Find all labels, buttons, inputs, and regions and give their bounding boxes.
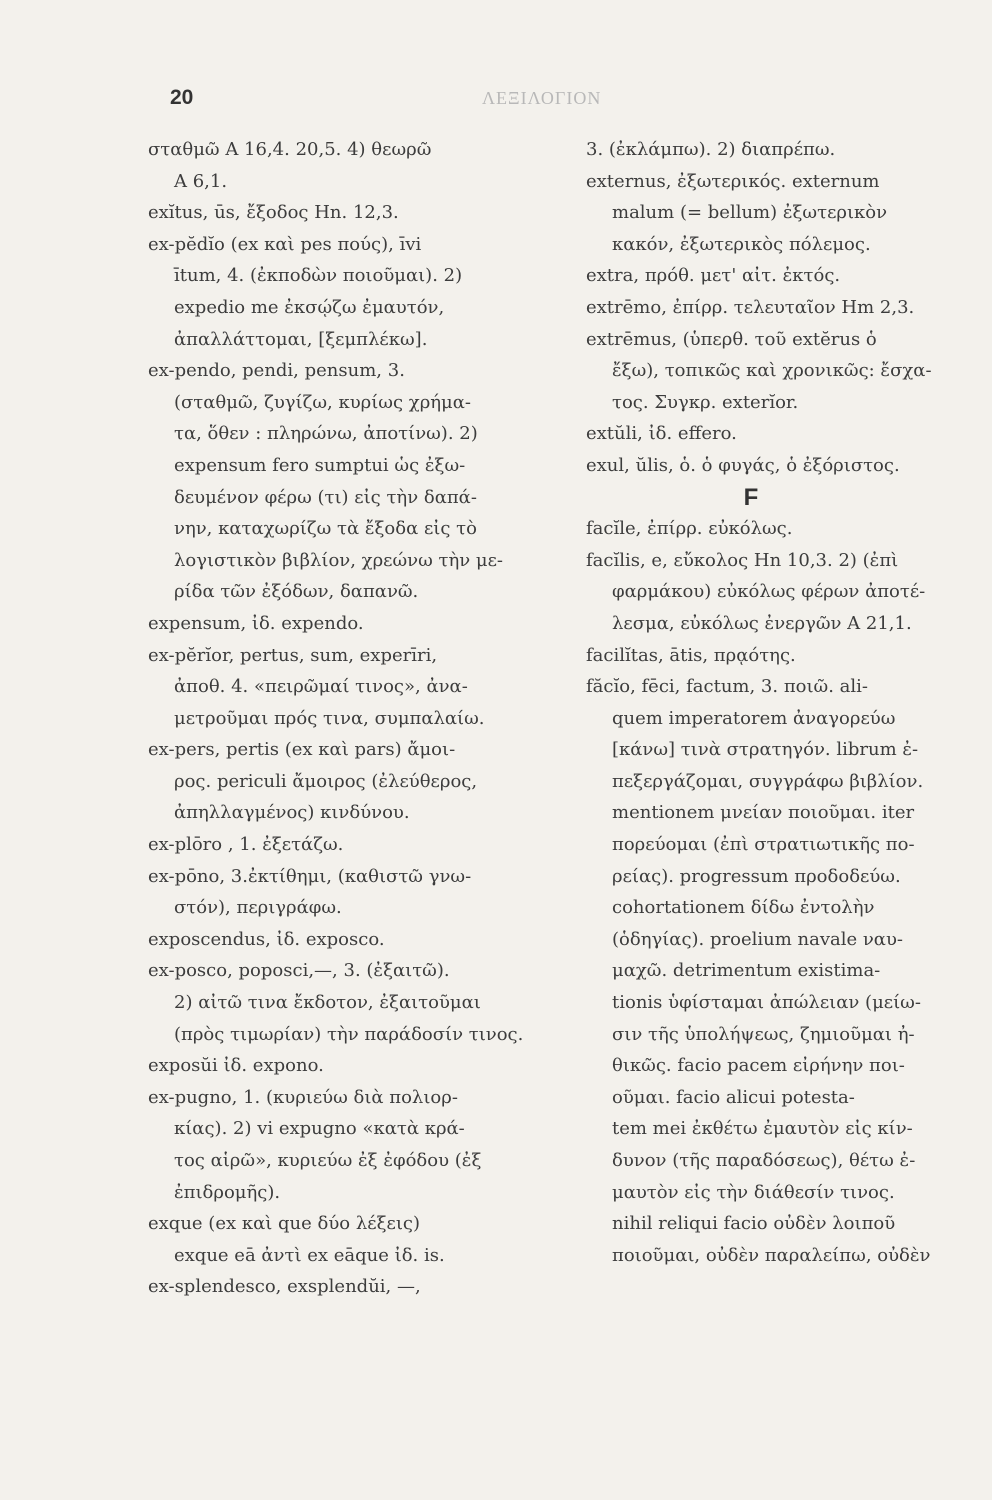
entry-headword-line: σταθμῶ Α 16,4. 20,5. 4) θεωρῶ <box>148 139 432 160</box>
entry-headword-line: externus, ἐξωτερικός. externum <box>586 170 880 192</box>
entry-headword-line: exĭtus, ūs, ἔξοδος Hn. 12,3. <box>148 202 399 224</box>
entry-continuation-line: mentionem μνείαν ποιοῦμαι. iter <box>612 802 915 824</box>
running-head: ΛΕΞΙΛΟΓΙΟΝ <box>482 88 602 108</box>
entry-continuation-line: μαυτὸν εἰς τὴν διάθεσίν τινος. <box>612 1181 895 1203</box>
entry-continuation-line: ītum, 4. (ἐκποδὼν ποιοῦμαι). 2) <box>174 265 463 287</box>
entry-headword-line: exque (ex καὶ que δύο λέξεις) <box>148 1213 420 1235</box>
entry-continuation-line: expedio me ἐκσῴζω ἐμαυτόν, <box>174 296 445 318</box>
entry-continuation-line: malum (= bellum) ἐξωτερικὸν <box>612 202 888 224</box>
entry-continuation-line: [κάνω] τινὰ στρατηγόν. librum ἐ- <box>612 739 919 761</box>
entry-headword-line: ex-pugno, 1. (κυριεύω διὰ πολιορ- <box>148 1086 458 1108</box>
entry-headword-line: ex-posco, poposci,—, 3. (ἐξαιτῶ). <box>148 960 450 982</box>
entry-continuation-line: ρίδα τῶν ἐξόδων, δαπανῶ. <box>174 581 419 603</box>
entry-headword-line: exul, ŭlis, ὁ. ὁ φυγάς, ὁ ἐξόριστος. <box>586 454 900 476</box>
entry-continuation-line: σιν τῆς ὑπολήψεως, ζημιοῦμαι ἠ- <box>612 1023 915 1045</box>
entry-continuation-line: expensum fero sumptui ὡς ἐξω- <box>174 454 466 476</box>
entry-continuation-line: cohortationem δίδω ἐντολὴν <box>612 897 875 919</box>
right-column-entries-f <box>586 513 956 1271</box>
entry-continuation-line: exque eā ἀντὶ ex eāque ἰδ. is. <box>174 1244 445 1266</box>
entry-headword-line: exposcendus, ἰδ. exposco. <box>148 928 385 950</box>
entry-continuation-line: ἀπαλλάττομαι, [ξεμπλέκω]. <box>174 328 428 350</box>
entry-continuation-line: τος αἱρῶ», κυριεύω ἐξ ἐφόδου (ἐξ <box>174 1150 482 1171</box>
entry-headword-line: ex-pĕrĭor, pertus, sum, experīri, <box>148 644 438 666</box>
entry-continuation-line: ἀπηλλαγμένος) κινδύνου. <box>174 802 410 824</box>
entry-headword-line: extrēmo, ἐπίρρ. τελευταῖον Hm 2,3. <box>586 296 915 318</box>
entry-continuation-line: nihil reliqui facio οὐδὲν λοιποῦ <box>612 1213 896 1235</box>
entry-continuation-line: (ὁδηγίας). proelium navale ναυ- <box>612 928 903 950</box>
entry-headword-line: făcĭo, fēci, factum, 3. ποιῶ. ali- <box>586 676 868 698</box>
entry-continuation-line: πεξεργάζομαι, συγγράφω βιβλίον. <box>612 770 924 792</box>
entry-headword-line: exposŭi ἰδ. expono. <box>148 1055 324 1077</box>
entry-continuation-line: θικῶς. facio pacem εἰρήνην ποι- <box>612 1055 905 1077</box>
entry-headword-line: 3. (ἐκλάμπω). 2) διαπρέπω. <box>586 139 836 160</box>
entry-continuation-line: κίας). 2) vi expugno «κατὰ κρά- <box>174 1118 465 1140</box>
section-letter-f: F <box>743 483 759 511</box>
entry-headword-line: ex-pĕdĭo (ex καὶ pes πούς), īvi <box>148 233 422 255</box>
entry-continuation-line: ρείας). progressum προδοδεύω. <box>612 865 901 887</box>
entry-continuation-line: (πρὸς τιμωρίαν) τὴν παράδοσίν τινος. <box>174 1023 524 1045</box>
entry-headword-line: ex-plōro , 1. ἐξετάζω. <box>148 834 344 856</box>
entry-continuation-line: τα, ὅθεν : πληρώνω, ἀποτίνω). 2) <box>174 423 478 445</box>
entry-continuation-line: quem imperatorem ἀναγορεύω <box>612 707 896 729</box>
entry-continuation-line: ρος. periculi ἄμοιρος (ἐλεύθερος, <box>174 770 478 792</box>
entry-continuation-line: λεσμα, εὐκόλως ἐνεργῶν Α 21,1. <box>612 612 912 634</box>
entry-continuation-line: δυνον (τῆς παραδόσεως), θέτω ἐ- <box>612 1150 916 1171</box>
entry-continuation-line: στόν), περιγράφω. <box>174 897 342 919</box>
entry-continuation-line: πορεύομαι (ἐπὶ στρατιωτικῆς πο- <box>612 834 915 856</box>
entry-continuation-line: 2) αἰτῶ τινα ἔκδοτον, ἐξαιτοῦμαι <box>174 992 481 1014</box>
page-header <box>170 86 930 116</box>
entry-continuation-line: κακόν, ἐξωτερικὸς πόλεμος. <box>612 233 871 255</box>
entry-headword-line: expensum, ἰδ. expendo. <box>148 612 364 634</box>
entry-headword-line: facilĭtas, ātis, πρᾳότης. <box>586 644 796 666</box>
entry-headword-line: extŭli, ἰδ. effero. <box>586 423 737 445</box>
entry-continuation-line: ἔξω), τοπικῶς καὶ χρονικῶς: ἔσχα- <box>612 360 932 382</box>
entry-continuation-line: ἀποθ. 4. «πειρῶμαί τινος», ἀνα- <box>174 676 468 698</box>
entry-headword-line: ex-splendesco, exsplendŭi, —, <box>148 1276 421 1298</box>
entry-headword-line: facĭlis, e, εὔκολος Hn 10,3. 2) (ἐπὶ <box>586 549 899 571</box>
left-column <box>148 134 548 1303</box>
entry-headword-line: extra, πρόθ. μετ' αἰτ. ἐκτός. <box>586 265 841 287</box>
entry-continuation-line: (σταθμῶ, ζυγίζω, κυρίως χρήμα- <box>174 391 471 413</box>
entry-continuation-line: δευμένον φέρω (τι) εἰς τὴν δαπά- <box>174 486 477 508</box>
entry-continuation-line: tionis ὑφίσταμαι ἀπώλειαν (μείω- <box>612 992 921 1014</box>
entry-continuation-line: τος. Συγκρ. exterĭor. <box>612 391 799 413</box>
page-number: 20 <box>170 86 194 109</box>
right-column-entries-e <box>586 134 956 482</box>
entry-continuation-line: μετροῦμαι πρός τινα, συμπαλαίω. <box>174 707 485 729</box>
entry-continuation-line: οῦμαι. facio alicui potesta- <box>612 1086 855 1108</box>
entry-continuation-line: tem mei ἐκθέτω ἐμαυτὸν εἰς κίν- <box>612 1118 913 1140</box>
entry-continuation-line: νην, καταχωρίζω τὰ ἔξοδα εἰς τὸ <box>174 518 477 540</box>
entry-headword-line: ex-pendo, pendi, pensum, 3. <box>148 360 405 382</box>
entry-continuation-line: Α 6,1. <box>174 170 228 192</box>
entry-continuation-line: φαρμάκου) εὐκόλως φέρων ἀποτέ- <box>612 581 926 603</box>
entry-continuation-line: ἐπιδρομῆς). <box>174 1181 281 1203</box>
right-column <box>586 134 956 1271</box>
entry-headword-line: facĭle, ἐπίρρ. εὐκόλως. <box>586 518 793 540</box>
entry-headword-line: extrēmus, (ὑπερθ. τοῦ extĕrus ὁ <box>586 328 877 350</box>
entry-continuation-line: μαχῶ. detrimentum existima- <box>612 960 881 982</box>
entry-continuation-line: ποιοῦμαι, οὐδὲν παραλείπω, οὐδὲν <box>612 1244 931 1266</box>
entry-headword-line: ex-pōno, 3.ἐκτίθημι, (καθιστῶ γνω- <box>148 865 472 887</box>
entry-headword-line: ex-pers, pertis (ex καὶ pars) ἄμοι- <box>148 739 456 761</box>
entry-continuation-line: λογιστικὸν βιβλίον, χρεώνω τὴν με- <box>174 549 504 571</box>
